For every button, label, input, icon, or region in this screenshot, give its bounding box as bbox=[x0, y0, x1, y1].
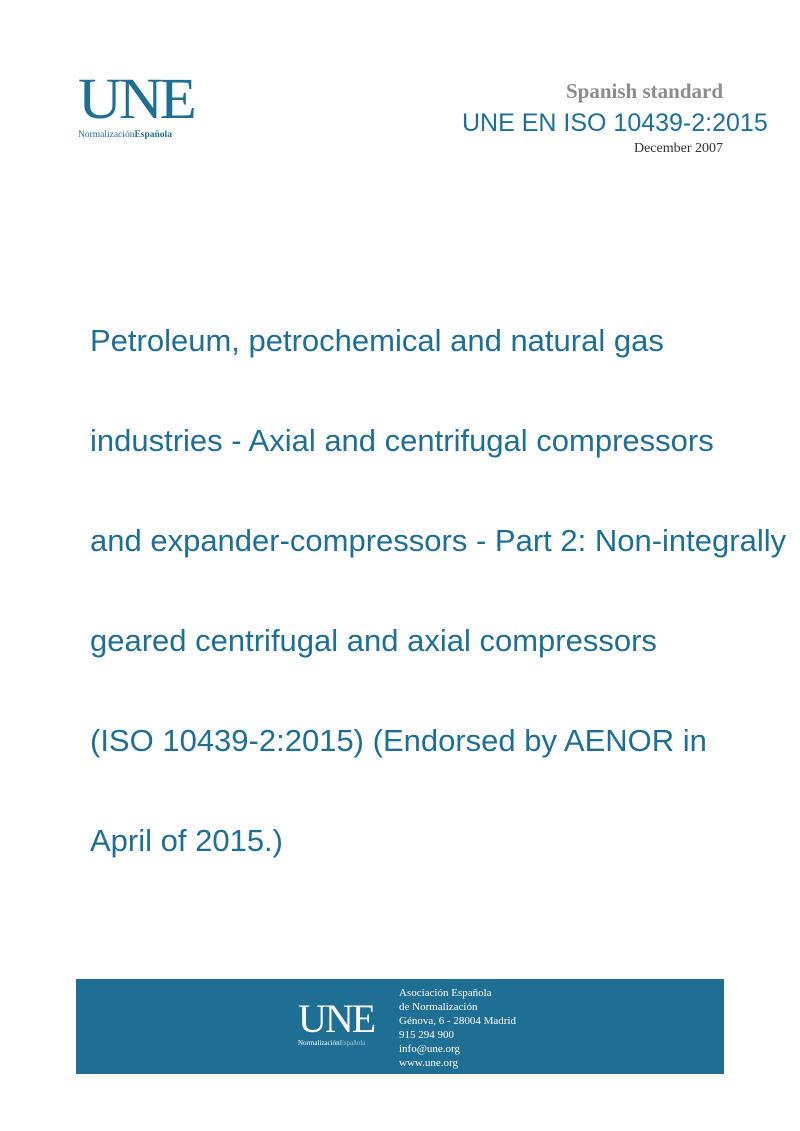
footer-address bbox=[399, 986, 516, 1070]
title-line: geared centrifugal and axial compressors bbox=[90, 623, 657, 658]
doc-type: Spanish standard bbox=[566, 79, 723, 103]
footer-logo-wordmark: UNE bbox=[298, 996, 375, 1041]
address-website-link[interactable]: www.une.org bbox=[399, 1057, 458, 1069]
title-line: (ISO 10439-2:2015) (Endorsed by AENOR in bbox=[90, 723, 707, 758]
footer-logo-tagline bbox=[298, 1039, 374, 1047]
footer-logo-tagline-regular: Normalización bbox=[298, 1039, 340, 1047]
standard-code: UNE EN ISO 10439-2:2015 bbox=[462, 109, 768, 137]
logo-tagline-regular: Normalización bbox=[78, 130, 135, 140]
logo-tagline-bold: Española bbox=[134, 130, 172, 140]
address-org-name: Asociación Española bbox=[399, 987, 492, 999]
title-line: Petroleum, petrochemical and natural gas bbox=[90, 323, 664, 358]
footer-logo-tagline-light: Española bbox=[339, 1039, 366, 1047]
publication-date: December 2007 bbox=[633, 141, 723, 156]
logo-tagline bbox=[78, 130, 208, 140]
title-line: industries - Axial and centrifugal compressors bbox=[90, 423, 714, 458]
address-street: Génova, 6 - 28004 Madrid bbox=[399, 1015, 517, 1027]
title-line: and expander-compressors - Part 2: Non-integrally bbox=[90, 523, 787, 558]
logo-wordmark: UNE bbox=[78, 66, 194, 131]
address-email-link[interactable]: info@une.org bbox=[399, 1043, 460, 1055]
standard-title bbox=[90, 266, 800, 916]
footer-banner bbox=[76, 979, 724, 1074]
address-phone: 915 294 900 bbox=[399, 1029, 454, 1041]
title-line: April of 2015.) bbox=[90, 823, 283, 858]
header-doc-type-block bbox=[566, 78, 723, 104]
footer-une-logo bbox=[298, 996, 375, 1047]
address-org-name-2: de Normalización bbox=[399, 1001, 478, 1013]
une-logo bbox=[78, 66, 208, 144]
